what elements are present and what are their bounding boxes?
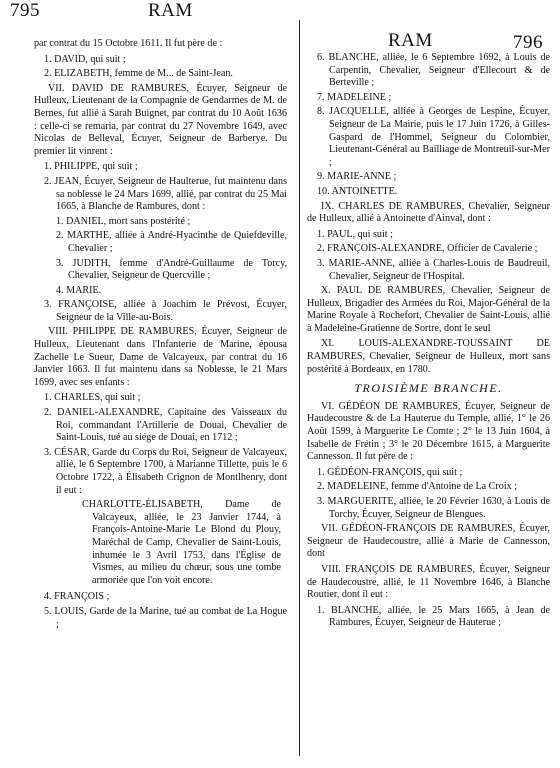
text-paragraph: 2. ELIZABETH, femme de M... de Saint-Jean. [44,68,233,80]
text-paragraph: 9. MARIE-ANNE ; [317,171,397,183]
text-paragraph: 3. JUDITH, femme d'André-Guillaume de Torcy, Chevalier, Seigneur de Quercville ; [56,257,287,282]
text-paragraph: 8. JACQUELLE, alliée à Georges de Lespine, Écuyer, Seigneur de La Mairie, puis le 17 Juin 1726, à Gilles-Gaspard de l'Hommel, Seigneur du Colombier, Lieutenant-Général au Bailliage de Montreuil-sur-Mer ; [317,106,550,168]
text-paragraph: VIII. FRANÇOIS DE RAMBURES, Écuyer, Seigneur de Haudecoustre, allié, le 11 Novembre 1646, à Blanche Routier, dont il eut : [307,563,550,601]
text-paragraph: 4. MARIE. [56,284,102,296]
left-page-number: 795 [10,0,40,21]
left-column [34,38,287,633]
text-paragraph: 10. ANTOINETTE. [317,185,398,197]
column-divider [299,20,300,756]
section-heading: TROISIÈME BRANCHE. [354,381,503,396]
text-paragraph: XI. LOUIS-ALEXANDRE-TOUSSAINT DE RAMBURES, Chevalier, Seigneur de Hulleux, mort sans postérité à Bordeaux, en 1780. [307,338,550,375]
text-paragraph: VIII. PHILIPPE DE RAMBURES, Écuyer, Seigneur de Hulleux, Lieutenant dans l'Infanterie de Marine, épousa Zachelle Le Sueur, Dame de Valcayeux, par contrat du 16 Janvier 1663. Il fut maintenu dans sa Noblesse, le 21 Mars 1699, avec ses enfants : [34,326,287,388]
text-paragraph: 1. DANIEL, mort sans postérité ; [56,215,191,227]
text-paragraph: 2. JEAN, Écuyer, Seigneur de Haulterue, fut maintenu dans sa noblesse le 24 Mars 1699, allié, par contrat du 25 Mai 1665, à Blanche de Rambures, dont : [44,175,287,213]
right-page-number: 796 [513,32,543,53]
text-paragraph: 2. FRANÇOIS-ALEXANDRE, Officier de Cavalerie ; [317,243,538,255]
text-paragraph: X. PAUL DE RAMBURES, Chevalier, Seigneur de Hulleux, Brigadier des Armées du Roi, Major-Général de la Marine Royale à Rochefort, Chevalier de Saint-Louis, allié à Madeleine-Gratienne de Sortre, dont le seul [307,285,550,334]
text-paragraph: 5. LOUIS, Garde de la Marine, tué au combat de La Hogue ; [44,605,287,630]
text-paragraph: 2. DANIEL-ALEXANDRE, Capitaine des Vaisseaux du Roi, commandant l'Artillerie de Douai, Chevalier de Saint-Louis, tué au siége de Douai, en 1712 ; [44,407,287,444]
right-column [307,52,550,632]
text-paragraph: VI. GÉDÉON DE RAMBURES, Écuyer, Seigneur de Haudecoustre & de La Hauterue du Temple, allié, 1° le 26 Août 1599, à Marguerite Le Comte ; 2° le 13 Juin 1604, à Isabelle de Frétin ; 3° le 20 Décembre 1615, à Marguerite Cannesson. Il fut père de : [307,400,550,463]
text-paragraph: 3. FRANÇOISE, alliée à Joachim le Prévost, Écuyer, Seigneur de la Ville-au-Bois. [44,299,287,323]
text-paragraph: 1. CHARLES, qui suit ; [44,392,141,404]
text-paragraph: 1. GÉDÉON-FRANÇOIS, qui suit ; [317,466,463,478]
text-paragraph: 1. BLANCHE, alliée, le 25 Mars 1665, à Jean de Rambures, Écuyer, Seigneur de Hauterue ; [317,604,550,629]
text-paragraph: 4. FRANÇOIS ; [44,591,110,603]
text-paragraph: par contrat du 15 Octobre 1611. Il fut père de : [34,38,223,49]
text-paragraph: 1. DAVID, qui suit ; [44,53,126,65]
text-paragraph: 2. MADELEINE, femme d'Antoine de La Croix ; [317,481,518,493]
text-paragraph: 3. MARGUERITE, alliée, le 20 Février 1630, à Louis de Torchy, Écuyer, Seigneur de Blengues. [317,496,550,520]
text-paragraph: VII. DAVID DE RAMBURES, Écuyer, Seigneur de Hulleux, Lieutenant de la Compagnie de Gendarmes de M. de Bernes, fut allié à Sarah Buignet, par contrat du 10 Août 1636 : celle-ci se remaria, par contrat du 27 Novembre 1649, avec Nicolas de Belleval, Écuyer, Seigneur de Barberye. Du premier lit vinrent : [34,82,287,157]
text-paragraph: IX. CHARLES DE RAMBURES, Chevalier, Seigneur de Hulleux, allié à Antoinette d'Ainval, dont : [307,200,550,225]
text-paragraph: 1. PHILIPPE, qui suit ; [44,161,138,173]
text-paragraph: 2. MARTHE, alliée à André-Hyacinthe de Quiefdeville, Chevalier ; [56,230,287,254]
left-running-title: RAM [148,0,193,21]
text-paragraph: CHARLOTTE-ÉLISABETH, Dame de Valcayeux, alliée, le 23 Janvier 1744, à François-Antoine-Marie Le Blond du Plouy, Maréchal de Camp, Chevalier de Saint-Louis, inhumée le 3 Avril 1753, dans l'Église de Vismes, au milieu du chœur, sous une tombe armoriée que l'on voit encore. [82,499,281,586]
text-paragraph: 1. PAUL, qui suit ; [317,228,393,240]
text-paragraph: 3. CÉSAR, Garde du Corps du Roi, Seigneur de Valcayeux, allié, le 6 Septembre 1700, à Marianne Tillette, puis le 6 Octobre 1722, à Élisabeth Crignon de Montlhenry, dont il eut : [44,446,287,496]
text-paragraph: 7. MADELEINE ; [317,91,392,103]
right-running-title: RAM [388,30,433,51]
text-paragraph: 3. MARIE-ANNE, alliée à Charles-Louis de Baudreuil, Chevalier, Seigneur de l'Hospital. [317,257,550,282]
text-paragraph: VII. GÉDÉON-FRANÇOIS DE RAMBURES, Écuyer, Seigneur de Haudecoustre, allié à Marie de Cannesson, dont [307,523,550,560]
text-paragraph: 6. BLANCHE, alliée, le 6 Septembre 1692, à Louis de Carpentin, Chevalier, Seigneur d'Ellecourt & de Berteville ; [317,52,550,89]
